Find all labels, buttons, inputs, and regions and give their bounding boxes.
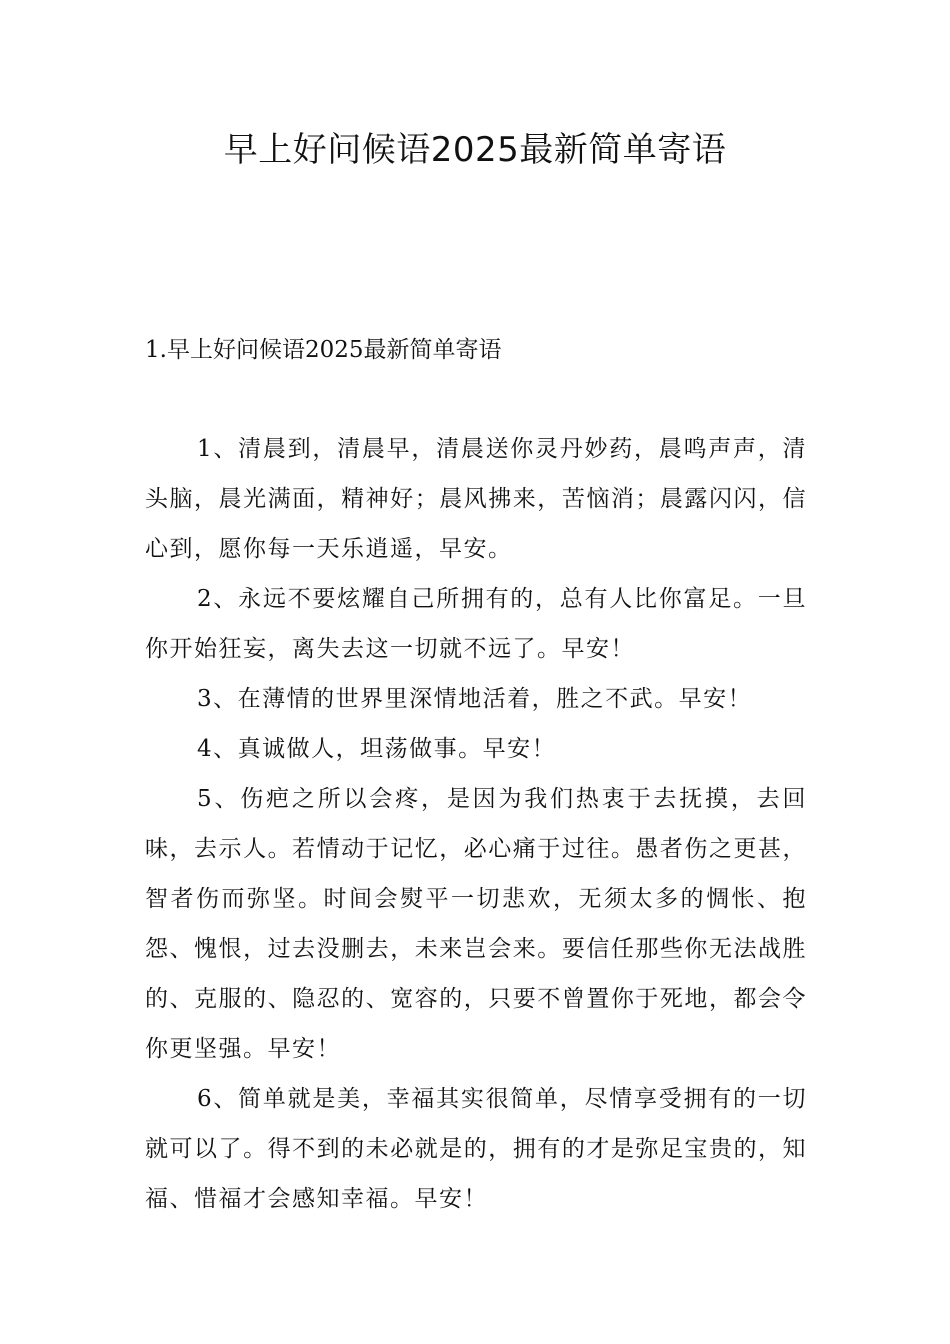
paragraph-2: 2、永远不要炫耀自己所拥有的，总有人比你富足。一旦你开始狂妄，离失去这一切就不远了。早安！	[145, 586, 807, 662]
section-heading: 1.早上好问候语2025最新简单寄语	[145, 337, 502, 363]
paragraph-5: 5、伤疤之所以会疼，是因为我们热衷于去抚摸，去回味，去示人。若情动于记忆，必心痛于过往。愚者伤之更甚，智者伤而弥坚。时间会熨平一切悲欢，无须太多的惆怅、抱怨、愧恨，过去没删去，未来岂会来。要信任那些你无法战胜的、克服的、隐忍的、宽容的，只要不曾置你于死地，都会令你更坚强。早安！	[145, 786, 807, 1062]
paragraph-3: 3、在薄情的世界里深情地活着，胜之不武。早安！	[197, 686, 753, 712]
paragraph-1: 1、清晨到，清晨早，清晨送你灵丹妙药，晨鸣声声，清头脑，晨光满面，精神好；晨风拂来，苦恼消；晨露闪闪，信心到，愿你每一天乐逍遥，早安。	[145, 436, 807, 562]
paragraph-4: 4、真诚做人，坦荡做事。早安！	[197, 736, 557, 762]
document-body	[145, 424, 807, 1224]
document-title: 早上好问候语2025最新简单寄语	[223, 130, 727, 170]
paragraph-6: 6、简单就是美，幸福其实很简单，尽情享受拥有的一切就可以了。得不到的未必就是的，拥有的才是弥足宝贵的，知福、惜福才会感知幸福。早安！	[145, 1086, 807, 1212]
